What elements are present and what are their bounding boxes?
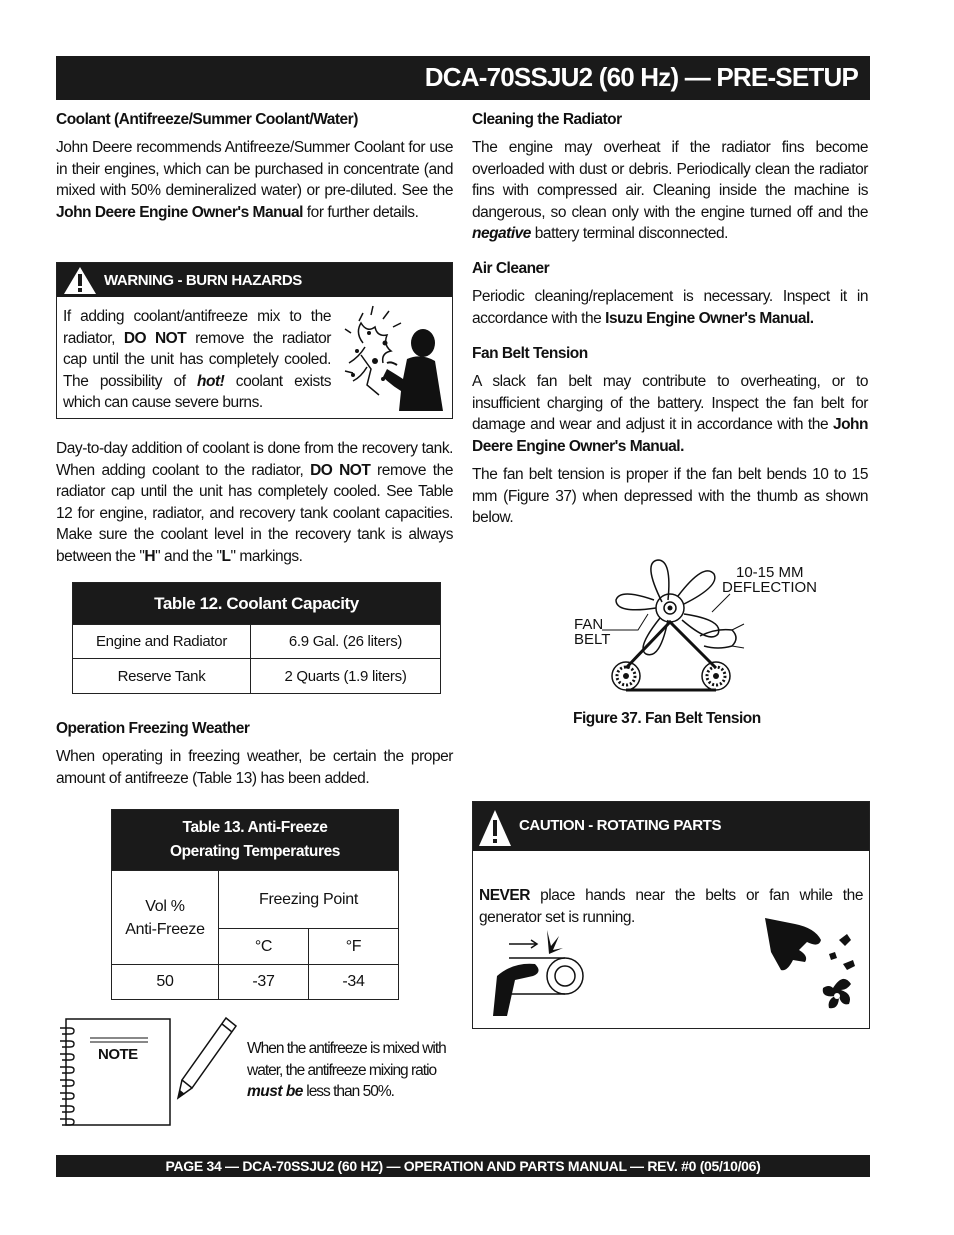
air-cleaner-heading: Air Cleaner (472, 260, 550, 277)
burn-hazard-icon (339, 303, 447, 415)
page-header (56, 56, 870, 100)
fan-belt-paragraph: A slack fan belt may contribute to overheating, or to insufficient charging of the battery. Inspect the fan belt for damage and wear and adjust it in accordance with the John Deere Engine Owner's Manual. (472, 373, 868, 455)
table-12-title: Table 12. Coolant Capacity (73, 583, 441, 625)
table-cell: Engine and Radiator (73, 625, 251, 659)
table-13-title: Table 13. Anti-Freeze Operating Temperatures (112, 810, 399, 871)
coolant-paragraph: John Deere recommends Antifreeze/Summer Coolant for use in their engines, which can be purchased in concentrate (and mixed with 50% demineralized water) or pre-diluted. See the John Deere Engine Owner's Manual for further details. (56, 139, 453, 221)
table-cell: 2 Quarts (1.9 liters) (251, 659, 441, 694)
table-cell: °C (219, 929, 309, 965)
warning-header (57, 263, 452, 297)
daily-coolant-paragraph: Day-to-day addition of coolant is done from the recovery tank. When adding coolant to the radiator, DO NOT remove the radiator cap until the unit has completely cooled. See Table 12 for engine, radiator, and recovery tank coolant capacities. Make sure the coolant level in the recovery tank is always between the "H" and the "L" markings. (56, 440, 453, 565)
radiator-paragraph: The engine may overheat if the radiator fins become overloaded with dust or debris. Periodically clean the radiator fins with compressed air. Cleaning inside the machine is dangerous, so clean only with the engine turned off and the negative battery terminal disconnected. (472, 139, 868, 242)
caution-header (473, 802, 869, 851)
freezing-heading: Operation Freezing Weather (56, 720, 250, 737)
table-cell: -37 (219, 965, 309, 1000)
radiator-heading: Cleaning the Radiator (472, 111, 622, 128)
deflection-label-2: DEFLECTION (722, 579, 818, 596)
rotating-parts-caution-box (472, 801, 870, 1029)
warning-text: If adding coolant/antifreeze mix to the radiator, DO NOT remove the radiator cap until the unit has completely cooled. The possibility of hot! coolant exists which can cause severe burns. (63, 308, 332, 411)
leader-lines (600, 584, 740, 634)
note-text: When the antifreeze is mixed with water, the antifreeze mixing ratio must be less than 50%. (247, 1040, 446, 1100)
fan-belt-tension-paragraph: The fan belt tension is proper if the fan belt bends 10 to 15 mm (Figure 37) when depressed with the thumb as shown below. (472, 466, 868, 526)
page-title: DCA-70SSJU2 (60 Hz) — PRE-SETUP (424, 62, 858, 92)
air-cleaner-paragraph: Periodic cleaning/replacement is necessary. Inspect it in accordance with the Isuzu Engine Owner's Manual. (472, 288, 868, 327)
warning-triangle-icon (478, 809, 512, 847)
anti-freeze-table (111, 809, 399, 1000)
burn-hazard-warning-box (56, 262, 453, 419)
table-cell: Freezing Point (219, 871, 399, 929)
note-label: NOTE (98, 1046, 138, 1063)
warning-title: WARNING - BURN HAZARDS (104, 272, 302, 289)
table-cell: 50 (112, 965, 219, 1000)
table-row (73, 659, 441, 694)
caution-text: NEVER place hands near the belts or fan while the generator set is running. (479, 887, 863, 926)
hand-belt-hazard-icon (489, 926, 593, 1022)
fan-belt-heading: Fan Belt Tension (472, 345, 588, 362)
table-cell: 6.9 Gal. (26 liters) (251, 625, 441, 659)
table-cell: -34 (309, 965, 399, 1000)
freezing-paragraph: When operating in freezing weather, be certain the proper amount of antifreeze (Table 13) has been added. (56, 748, 453, 787)
deflection-label-1: 10-15 MM (736, 564, 804, 581)
table-row (112, 965, 399, 1000)
coolant-capacity-table (72, 582, 441, 694)
page-footer: PAGE 34 — DCA-70SSJU2 (60 HZ) — OPERATION AND PARTS MANUAL — REV. #0 (05/10/06) (56, 1155, 870, 1177)
table-cell: Vol % Anti-Freeze (112, 871, 219, 965)
table-cell: Reserve Tank (73, 659, 251, 694)
hand-fan-hazard-icon (763, 914, 863, 1024)
table-cell: °F (309, 929, 399, 965)
fan-label: FAN (574, 616, 604, 633)
figure-37-caption: Figure 37. Fan Belt Tension (573, 710, 761, 727)
caution-title: CAUTION - ROTATING PARTS (519, 817, 722, 834)
pencil-icon (174, 1014, 240, 1102)
table-row (73, 625, 441, 659)
warning-triangle-icon (63, 266, 97, 295)
notepad-icon (56, 1016, 174, 1128)
coolant-heading: Coolant (Antifreeze/Summer Coolant/Water) (56, 111, 358, 128)
belt-label: BELT (574, 631, 611, 648)
